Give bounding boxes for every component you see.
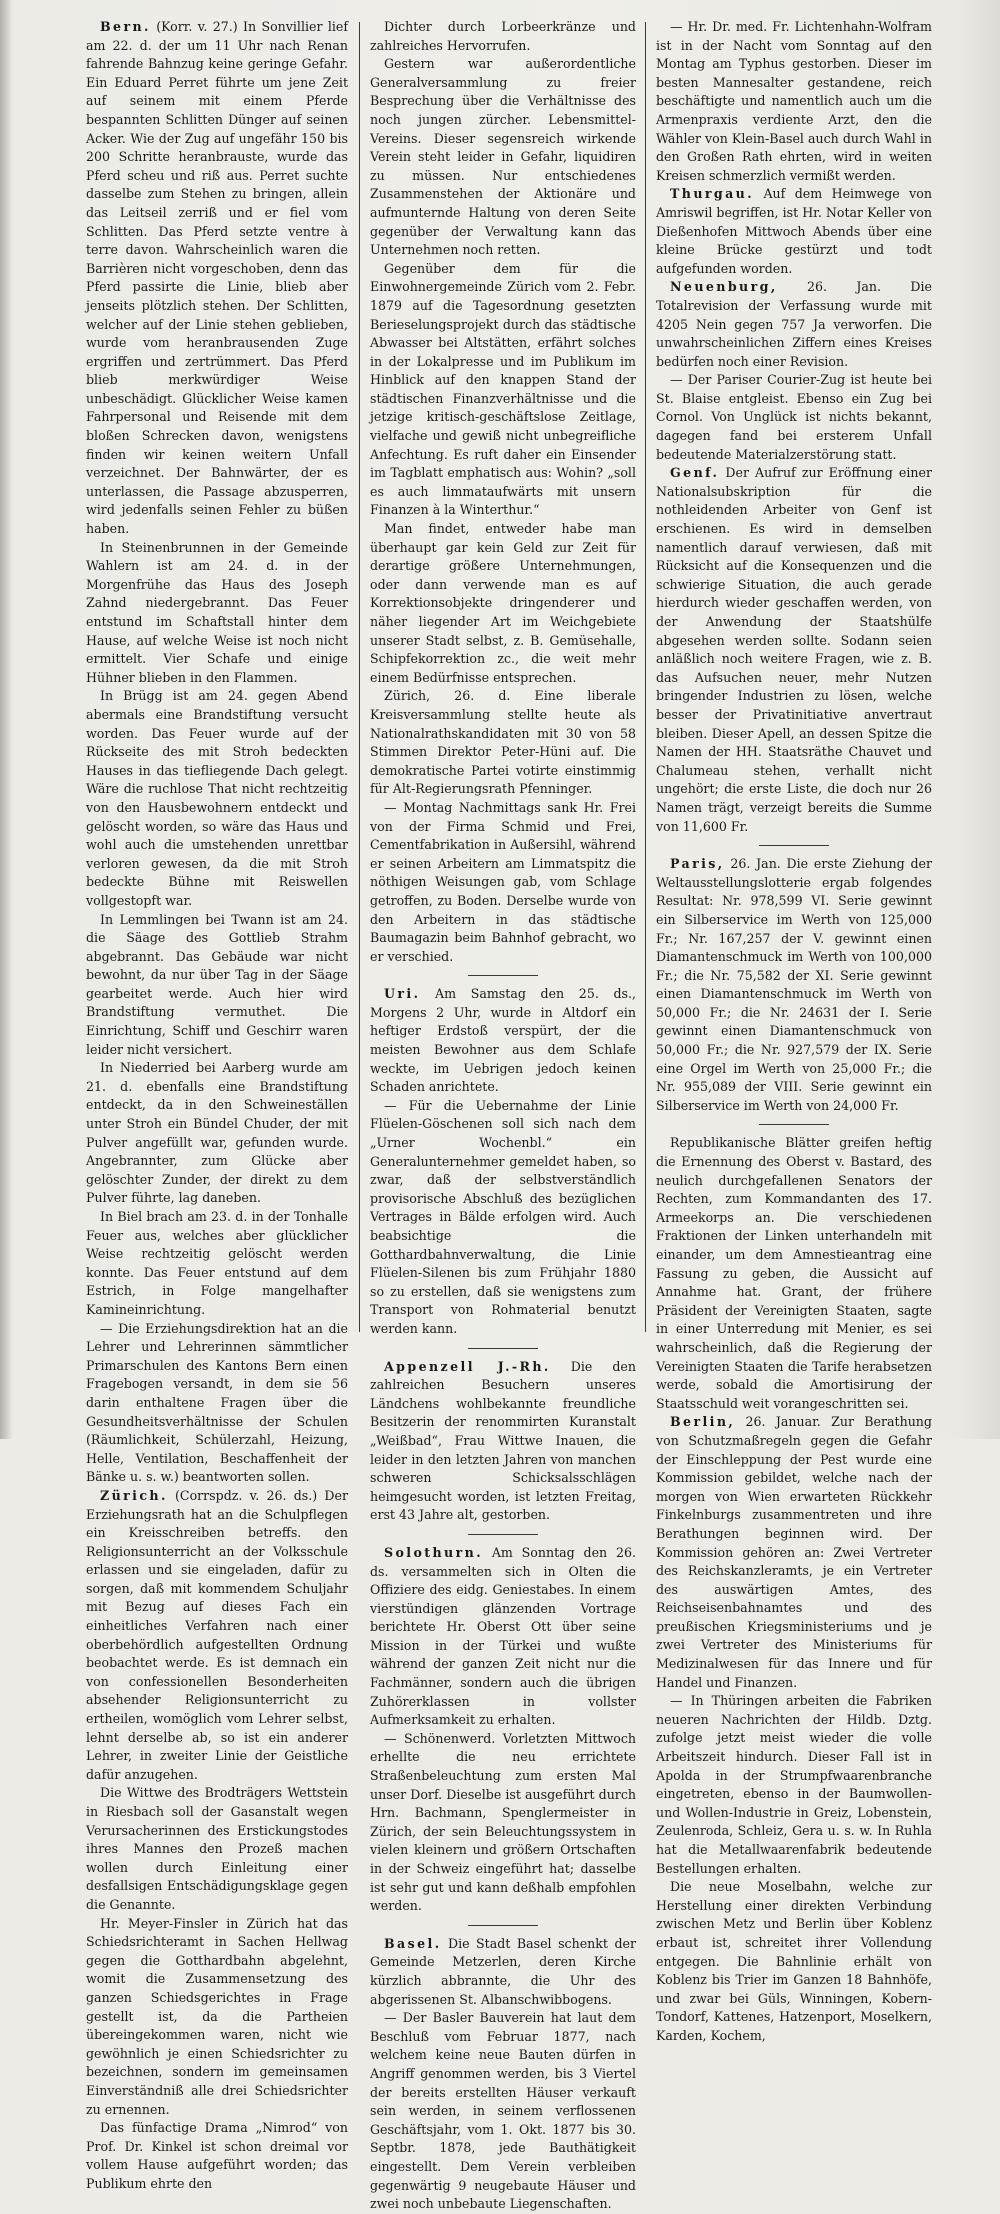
paragraph-text: — Montag Nachmittags sank Hr. Frei von der Firma Schmid und Frei, Cementfabrikation in Außersihl, während er seinen Arbeitern am Limmatspitz die nöthigen Weisungen gab, vom Schlage getroffen, zu Boden. Derselbe wurde von den Arbeitern in das städtische Baumagazin beim Bahnhof gebracht, wo er verschied. <box>370 799 636 964</box>
paragraph-text: (Corrspdz. v. 26. ds.) Der Erziehungsrath hat an die Schulpflegen ein Kreisschreiben betreffs. den Religionsunterricht an der Volksschule erlassen und sie eingeladen, dafür zu sorgen, daß mit kommendem Schuljahr mit Bezug auf dieses Fach ein einheitliches Verfahren nach einer oberbehördlich aufgestellten Ordnung beobachtet werde. Es ist demnach ein von confessionellen Besonderheiten absehender Religionsunterricht zu ertheilen, womöglich vom Lehrer selbst, lehnt derselbe ab, so ist ein anderer Lehrer, in zweiter Linie der Geistliche dafür anzugehen. <box>86 1487 348 1782</box>
place-heading: Paris, <box>670 856 725 872</box>
place-heading: Uri. <box>384 986 421 1002</box>
column-rule-right <box>645 22 646 1332</box>
article-paragraph <box>370 55 636 260</box>
paragraph-text: Gestern war außerordentliche Generalversammlung zu freier Besprechung über die Verhältnisse des noch jungen zürcher. Lebensmittel-Vereins. Dieser segensreich wirkende Verein steht leider in Gefahr, liquidiren zu müssen. Nur entschiedenes Zusammenstehen der Aktionäre und aufmunternde Haltung von deren Seite gegenüber der Verwaltung kann das Unternehmen noch retten. <box>370 56 636 258</box>
paragraph-text: Republikanische Blätter greifen heftig die Ernennung des Oberst v. Bastard, des neulich durchgefallenen Senators der Rechten, zum Kommandanten des 17. Armeekorps an. Die verschiedenen Fraktionen der Linken unterhandeln mit einander, um dem Amnestieantrag eine Fassung zu geben, die Aussicht auf Annahme hat. Grant, der frühere Präsident der Vereinigten Staaten, sagte in einer Unterredung mit Menier, es sei wahrscheinlich, daß die Regierung der Vereinigten Staaten die Tarife herabsetzen werde, sobald die Amortisirung der Staatsschuld weit vorangeschritten sei. <box>656 1135 932 1411</box>
article-paragraph <box>370 260 636 520</box>
paragraph-text: Die neue Moselbahn, welche zur Herstellung einer direkten Verbindung zwischen Metz und Berlin über Koblenz erbaut ist, schreitet ihrer Vollendung entgegen. Die Bahnlinie erhält von Koblenz bis Trier im Ganzen 18 Bahnhöfe, und zwar bei Güls, Winningen, Kobern-Tondorf, Kattenes, Hatzenport, Moselkern, Karden, Kochem, <box>656 1879 932 2043</box>
place-heading: Appenzell J.-Rh. <box>384 1358 551 1374</box>
section-separator <box>759 1124 829 1125</box>
section-separator <box>468 1348 538 1349</box>
paragraph-text: Gegenüber dem für die Einwohnergemeinde Zürich vom 2. Febr. 1879 auf die Tagesordnung gesetzten Berieselungsprojekt durch das städtische Abwasser bei Altstätten, erfährt solches in der Lokalpresse und im Publikum im Hinblick auf den knappen Stand der städtischen Finanzverhältnisse und die jetzige kritisch-geschäftslose Zeitlage, vielfache und gewiß nicht unbegreifliche Anfechtung. Es ruft daher ein Einsender im Tagblatt emphatisch aus: Wohin? „soll es auch limmataufwärts mit unsern Finanzen à la Winterthur.“ <box>370 260 636 518</box>
article-paragraph <box>656 1413 932 1692</box>
column-middle <box>370 18 637 2212</box>
article-paragraph <box>370 18 636 55</box>
paragraph-text: In Niederried bei Aarberg wurde am 21. d. ebenfalls eine Brandstiftung entdeckt, da in den Schweineställen unter Stroh ein Bündel Chuder, der mit Pulver angefüllt war, gefunden wurde. Angebrannter, zum Glücke aber gelöschter Zunder, der direkt zu dem Pulver führte, lag daneben. <box>86 1060 348 1206</box>
article-paragraph <box>370 2009 636 2214</box>
place-heading: Zürich. <box>100 1487 168 1503</box>
article-paragraph <box>86 1784 348 1914</box>
paragraph-text: Die Wittwe des Brodträgers Wettstein in Riesbach soll der Gasanstalt wegen Verursacherinnen des Erstickungstodes ihres Mannes den Prozeß machen wollen durch Einleitung einer desfallsigen Entschädigungsklage gegen die Genannte. <box>86 1785 348 1912</box>
paragraph-text: (Korr. v. 27.) In Sonvillier lief am 22. d. der um 11 Uhr nach Renan fahrende Bahnzug keine geringe Gefahr. Ein Eduard Perret führte um jene Zeit auf seinem mit einem Pferde bespannten Schlitten Dünger auf seinen Acker. Wie der Zug auf ungefähr 150 bis 200 Schritte heranbrauste, wurde das Pferd scheu und riß aus. Perret suchte dasselbe zum Stehen zu bringen, allein das Leitseil zerriß und er fiel vom Schlitten. Das Pferd setzte ventre à terre davon. Wahrscheinlich waren die Barrièren nicht vorgeschoben, denn das Pferd passirte die Linie, blieb aber jenseits plötzlich stehen. Der Schlitten, welcher auf der Linie stehen geblieben, wurde vom heranbrausenden Zuge ergriffen und zertrümmert. Das Pferd blieb merkwürdiger Weise unbeschädigt. Glücklicher Weise kamen Fahrpersonal und Reisende mit dem bloßen Schrecken davon, wenigstens finden wir keinen weitern Unfall verzeichnet. Der Bahnwärter, der es unterlassen, die Passage abzusperren, wird jedenfalls seinen Fehler zu büßen haben. <box>86 19 348 537</box>
article-paragraph <box>370 1730 636 1916</box>
article-paragraph <box>86 1059 348 1208</box>
paragraph-text: In Biel brach am 23. d. in der Tonhalle Feuer aus, welches aber glücklicher Weise rechtzeitig gelöscht werden konnte. Das Feuer entstund auf dem Estrich, in Folge mangelhafter Kamineinrichtung. <box>86 1209 348 1317</box>
binding-shadow <box>0 0 12 1439</box>
article-paragraph <box>86 687 348 910</box>
article-paragraph <box>86 1487 348 1785</box>
article-paragraph <box>370 1358 636 1525</box>
article-paragraph <box>86 18 348 539</box>
column-left <box>86 18 348 2191</box>
article-paragraph <box>656 18 932 185</box>
paragraph-text: Die den zahlreichen Besuchern unseres Ländchens wohlbekannte freundliche Besitzerin der renommirten Kuranstalt „Weißbad“, Frau Wittwe Inauen, die leider in den letzten Jahren von manchen schweren Schicksalsschlägen heimgesucht worden, ist letzten Freitag, erst 43 Jahre alt, gestorben. <box>370 1358 636 1523</box>
article-paragraph <box>656 1878 932 2045</box>
article-paragraph <box>370 985 636 1097</box>
section-separator <box>468 975 538 976</box>
article-paragraph <box>656 464 932 836</box>
article-paragraph <box>370 1544 636 1730</box>
article-paragraph <box>86 1915 348 2120</box>
article-paragraph <box>656 278 932 371</box>
paragraph-text: Am Sonntag den 26. ds. versammelten sich in Olten die Offiziere des eidg. Geniestabes. In einem vierstündigen glänzenden Vortrage berichtete Hr. Oberst Ott über seine Mission in der Türkei und wußte während der ganzen Zeit nicht nur die Fachmänner, sondern auch die übrigen Zuhörerklassen in vollster Aufmerksamkeit zu erhalten. <box>370 1544 636 1728</box>
paragraph-text: — Der Pariser Courier-Zug ist heute bei St. Blaise entgleist. Ebenso ein Zug bei Cornol. Von Unglück ist nichts bekannt, dagegen fand bei ersterem Unfall bedeutende Materialzerstörung statt. <box>656 372 932 462</box>
article-paragraph <box>86 539 348 688</box>
paragraph-text: Auf dem Heimwege von Amriswil begriffen, ist Hr. Notar Keller von Dießenhofen Mittwoch Abends über eine kleine Brücke gestürzt und todt aufgefunden worden. <box>656 186 932 276</box>
place-heading: Genf. <box>670 465 720 481</box>
paragraph-text: Das fünfactige Drama „Nimrod“ von Prof. Dr. Kinkel ist schon dreimal vor vollem Hause aufgeführt worden; das Publikum ehrte den <box>86 2120 348 2191</box>
paragraph-text: In Brügg ist am 24. gegen Abend abermals eine Brandstiftung versucht worden. Das Feuer wurde auf der Rückseite des mit Stroh bedeckten Hauses in das tiefliegende Dach gelegt. Wäre die ruchlose That nicht rechtzeitig von den Hausbewohnern entdeckt und gelöscht worden, so wäre das Haus und wohl auch die umstehenden unrettbar verloren gewesen, da die mit Stroh bedeckte Bühne mit Reiswellen vollgestopft war. <box>86 688 348 908</box>
section-separator <box>468 1925 538 1926</box>
article-paragraph <box>656 185 932 278</box>
article-paragraph <box>370 799 636 966</box>
article-paragraph <box>86 2119 348 2193</box>
article-paragraph <box>656 371 932 464</box>
paragraph-text: In Lemmlingen bei Twann ist am 24. die Säage des Gottlieb Strahm abgebrannt. Das Gebäude war nicht bewohnt, da nur über Tag in der Säage gearbeitet werde. Auch hier wird Brandstiftung vermuthet. Die Einrichtung, Schiff und Geschirr waren leider nicht versichert. <box>86 911 348 1057</box>
paragraph-text: Man findet, entweder habe man überhaupt gar kein Geld zur Zeit für derartige größere Unternehmungen, oder dann verwende man es auf Korrektionsobjekte dringenderer und näher liegender Art im Weichgebiete unserer Stadt selbst, z. B. Gemüsehalle, Schipfekorrektion zc., die weit mehr einem Bedürfnisse entsprechen. <box>370 521 636 685</box>
paragraph-text: Zürich, 26. d. Eine liberale Kreisversammlung stellte heute als Nationalrathskandidaten mit 30 von 58 Stimmen Direktor Peter-Hüni auf. Die demokratische Partei votirte einstimmig für Alt-Regierungsrath Pfenninger. <box>370 688 636 797</box>
article-paragraph <box>656 1692 932 1878</box>
paragraph-text: — Für die Uebernahme der Linie Flüelen-Göschenen soll sich nach dem „Urner Wochenbl.“ ein Generalunternehmer gemeldet haben, so zwar, daß der selbstverständlich provisorische Abschluß des bezüglichen Vertrages in Bälde erfolgen wird. Auch beabsichtige die Gotthardbahnverwaltung, die Linie Flüelen-Silenen bis zum Frühjahr 1880 so zu erstellen, daß sie wenigstens zum Transport von Rohmaterial benutzt werden kann. <box>370 1097 636 1336</box>
article-paragraph <box>370 1935 636 2009</box>
paragraph-text: — In Thüringen arbeiten die Fabriken neueren Nachrichten der Hildb. Dztg. zufolge jetzt meist wieder die volle Arbeitszeit hindurch. Dieser Fall ist in Apolda in der Strumpfwaarenbranche eingetreten, ebenso in der Baumwollen- und Wollen-Industrie in Greiz, Lobenstein, Zeulenroda, Schleiz, Gera u. s. w. In Ruhla hat die Metallwaarenfabrik bedeutende Bestellungen erhalten. <box>656 1693 932 1876</box>
article-paragraph <box>656 855 932 1115</box>
section-separator <box>468 1534 538 1535</box>
page-edge-shadow <box>960 0 1000 1439</box>
place-heading: Thurgau. <box>670 186 755 202</box>
article-paragraph <box>370 687 636 799</box>
section-separator <box>759 845 829 846</box>
column-right <box>656 18 932 2043</box>
place-heading: Berlin, <box>670 1414 736 1430</box>
paragraph-text: Am Samstag den 25. ds., Morgens 2 Uhr, wurde in Altdorf ein heftiger Erdstoß verspürt, der die meisten Bewohner aus dem Schlafe weckte, im Uebrigen jedoch keinen Schaden anrichtete. <box>370 986 637 1095</box>
column-rule-left <box>359 22 360 1332</box>
paragraph-text: — Schönenwerd. Vorletzten Mittwoch erhellte die neu errichtete Straßenbeleuchtung zum ersten Mal unser Dorf. Dieselbe ist ausgeführt durch Hrn. Bachmann, Spenglermeister in Zürich, der sein Beleuchtungssystem in vielen kleinern und größern Ortschaften in der Schweiz eingeführt hat; dasselbe ist sehr gut und kann deßhalb empfohlen werden. <box>370 1730 636 1914</box>
paragraph-text: Der Aufruf zur Eröffnung einer Nationalsubskription für die nothleidenden Arbeiter von Genf ist erschienen. Es wird in demselben namentlich darauf verwiesen, daß mit Rücksicht auf die Konsequenzen und die schwierige Situation, die auch gerade hierdurch wieder geschaffen werden, von der Anwendung der Staatshülfe abgesehen werden sollte. Sodann seien anläßlich noch weitere Fragen, wie z. B. das Aufsuchen neuer, mehr Nutzen bringender Industrien zu lösen, welche besser der Privatinitiative anvertraut bleiben. Dieser Apell, an dessen Spitze die Namen der HH. Staatsräthe Chauvet und Chalumeau stehen, verhallt nicht ungehört; die erste Liste, die doch nur 26 Namen trägt, verzeigt bereits die Summe von 11,600 Fr. <box>656 465 932 834</box>
article-paragraph <box>86 1208 348 1320</box>
paragraph-text: 26. Januar. Zur Berathung von Schutzmaßregeln gegen die Gefahr der Einschleppung der Pest wurde eine Kommission gebildet, welche nach der morgen von Wien erwarteten Rückkehr Finkelnburgs zusammentreten und ihre Berathungen beginnen wird. Der Kommission gehören an: Zwei Vertreter des Reichskanzleramts, je ein Vertreter des auswärtigen Amtes, des Reichseisenbahnamtes und des preußischen Kriegsministeriums und je zwei Vertreter des Ministeriums für Medizinalwesen für das Innere und für Handel und Finanzen. <box>656 1414 932 1690</box>
article-paragraph <box>86 911 348 1060</box>
article-paragraph <box>656 1134 932 1413</box>
place-heading: Neuenburg, <box>670 279 778 295</box>
article-paragraph <box>370 520 636 687</box>
place-heading: Solothurn. <box>384 1544 483 1560</box>
paragraph-text: 26. Jan. Die erste Ziehung der Weltausstellungslotterie ergab folgendes Resultat: Nr. 978,599 VI. Serie gewinnt ein Silberservice im Werth von 125,000 Fr.; Nr. 167,257 der V. gewinnt einen Diamantenschmuck im Werth von 100,000 Fr.; die Nr. 75,582 der XI. Serie gewinnt einen Diamantenschmuck im Werth von 50,000 Fr.; die Nr. 24631 der I. Serie gewinnt einen Diamantenschmuck von 50,000 Fr.; die Nr. 927,579 der IX. Serie eine Orgel im Werth von 25,000 Fr.; die Nr. 955,089 der VIII. Serie gewinnt ein Silberservice im Werth von 24,000 Fr. <box>656 856 932 1113</box>
paragraph-text: — Hr. Dr. med. Fr. Lichtenhahn-Wolfram ist in der Nacht vom Sonntag auf den Montag am Typhus gestorben. Dieser im besten Mannesalter gestandene, reich beschäftigte und namentlich auch um die Armenpraxis verdiente Arzt, den die Wähler von Klein-Basel auch durch Wahl in den Großen Rath ehrten, wird in weiten Kreisen schmerzlich vermißt werden. <box>656 19 932 183</box>
paragraph-text: Dichter durch Lorbeerkränze und zahlreiches Hervorrufen. <box>370 19 636 53</box>
paragraph-text: — Der Basler Bauverein hat laut dem Beschluß vom Februar 1877, nach welchem keine neue Bauten dürfen in Angriff genommen werden, bis 3 Viertel der bereits erstellten Häuser verkauft sein werden, in seinem verflossenen Geschäftsjahr, vom 1. Okt. 1877 bis 30. Septbr. 1878, jede Bauthätigkeit eingestellt. Dem Verein verbleiben gegenwärtig 9 neugebaute Häuser und zwei noch unbebaute Liegenschaften. <box>370 2010 636 2212</box>
paragraph-text: Hr. Meyer-Finsler in Zürich hat das Schiedsrichteramt in Sachen Hellwag gegen die Gotthardbahn abgelehnt, womit die Zusammensetzung des ganzen Schiedsgerichtes in Frage gestellt ist, da die Partheien übereingekommen waren, nicht wie gewöhnlich je einen Schiedsrichter zu bezeichnen, sondern im gemeinsamen Einverständniß alle drei Schiedsrichter zu ernennen. <box>86 1915 348 2117</box>
paragraph-text: — Die Erziehungsdirektion hat an die Lehrer und Lehrerinnen sämmtlicher Primarschulen des Kantons Bern einen Fragebogen versandt, in dem sie 56 darin enthaltene Fragen über die Gesundheitsverhältnisse der Schulen (Räumlichkeit, Schülerzahl, Heizung, Helle, Ventilation, Beschaffenheit der Bänke u. s. w.) beantworten sollen. <box>86 1320 348 1485</box>
article-paragraph <box>370 1097 636 1339</box>
paragraph-text: In Steinenbrunnen in der Gemeinde Wahlern ist am 24. d. in der Morgenfrühe das Haus des Joseph Zahnd niedergebrannt. Das Feuer entstund im Schaftstall hinter dem Hause, auf welche Weise ist noch nicht ermittelt. Vier Schafe und einige Hühner blieben in den Flammen. <box>86 539 348 685</box>
paragraph-text: 26. Jan. Die Totalrevision der Verfassung wurde mit 4205 Nein gegen 757 Ja verworfen. Die unwahrscheinlichen Ziffern eines Kreises bedürfen noch einer Revision. <box>656 279 932 369</box>
paragraph-text: Die Stadt Basel schenkt der Gemeinde Metzerlen, deren Kirche kürzlich abbrannte, die Uhr des abgerissenen St. Albanschwibbogens. <box>370 1935 636 2007</box>
place-heading: Bern. <box>100 19 151 34</box>
place-heading: Basel. <box>384 1935 442 1951</box>
article-paragraph <box>86 1320 348 1487</box>
